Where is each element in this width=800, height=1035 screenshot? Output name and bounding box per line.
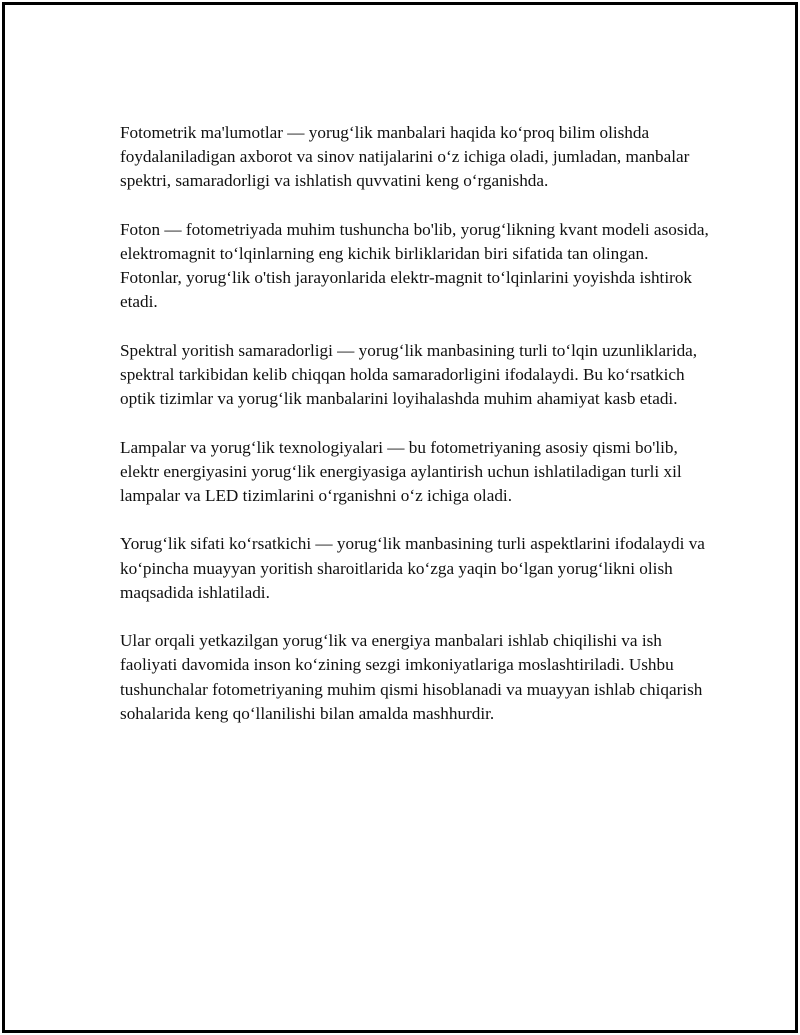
paragraph-photon: Foton — fotometriyada muhim tushuncha bo'lib, yorug‘likning kvant modeli asosida, elektromagnit to‘lqinlarning eng kichik birliklaridan biri sifatida tan olingan. Fotonlar, yorug‘lik o'tish jarayonlarida elektr-magnit to‘lqinlarini yoyishda ishtirok etadi.: [120, 219, 709, 312]
paragraph-conclusion: Ular orqali yetkazilgan yorug‘lik va energiya manbalari ishlab chiqilishi va ish faoliyati davomida inson ko‘zining sezgi imkoniyatlariga moslashtiriladi. Ushbu tushunchalar fotometriyaning muhim qismi hisoblanadi va muayyan ishlab chiqarish sohalarida keng qo‘llanilishi bilan amalda mashhurdir.: [120, 631, 703, 723]
document-page: [2, 2, 798, 1033]
paragraph-lamps-technologies: Lampalar va yorug‘lik texnologiyalari — bu fotometriyaning asosiy qismi bo'lib, elektr energiyasini yorug‘lik energiyasiga aylantirish uchun ishlatiladigan turli xil lampalar va LED tizimlarini o‘rganishni o‘z ichiga oladi.: [120, 437, 682, 505]
paragraph-photometric-data: Fotometrik ma'lumotlar — yorug‘lik manbalari haqida ko‘proq bilim olishda foydalaniladigan axborot va sinov natijalarini o‘z ichiga oladi, jumladan, manbalar spektri, samaradorligi va ishlatish quvvatini keng o‘rganishda.: [120, 123, 690, 191]
document-body: [120, 121, 710, 750]
paragraph-light-quality-index: Yorug‘lik sifati ko‘rsatkichi — yorug‘lik manbasining turli aspektlarini ifodalaydi va ko‘pincha muayyan yoritish sharoitlarida ko‘zga yaqin bo‘lgan yorug‘likni olish maqsadida ishlatiladi.: [120, 534, 705, 602]
paragraph-spectral-efficiency: Spektral yoritish samaradorligi — yorug‘lik manbasining turli to‘lqin uzunliklarida, spektral tarkibidan kelib chiqqan holda samaradorligini ifodalaydi. Bu ko‘rsatkich optik tizimlar va yorug‘lik manbalarini loyihalashda muhim ahamiyat kasb etadi.: [120, 340, 698, 409]
